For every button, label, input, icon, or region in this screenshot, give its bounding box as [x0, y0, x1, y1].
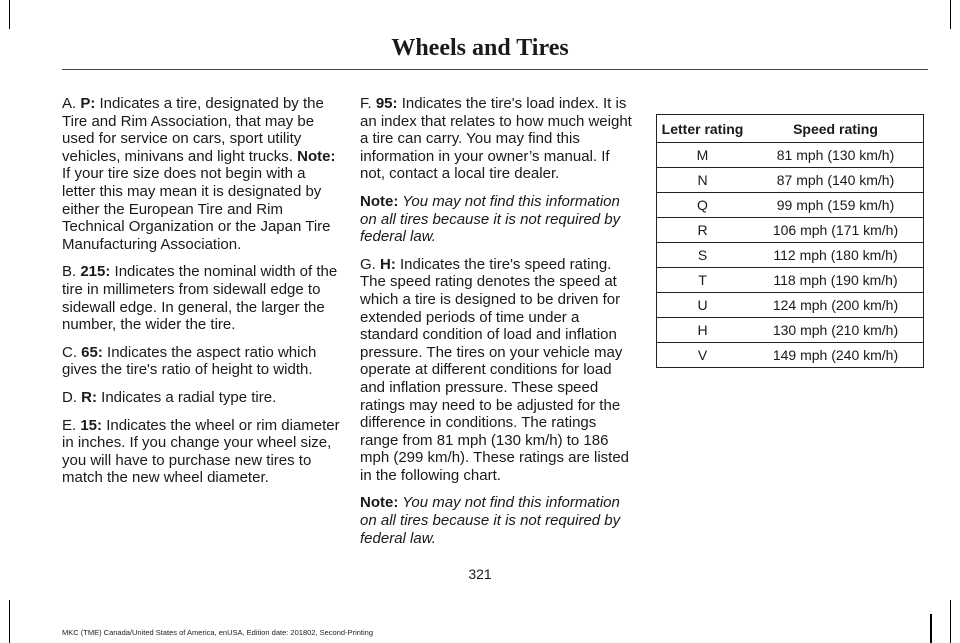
speed-cell: 87 mph (140 km/h) [748, 168, 924, 193]
item-e-prefix: E. [62, 416, 81, 434]
letter-cell: M [657, 143, 749, 168]
table-row [657, 143, 924, 168]
item-a-note-text: If your tire size does not begin with a letter this may mean it is designated by either the European Tire and Rim Technical Organization or the Japan Tire Manufacturing Association. [62, 165, 331, 253]
item-g [360, 256, 633, 485]
item-d-text: Indicates a radial type tire. [97, 388, 277, 406]
item-e-key: 15: [80, 416, 103, 434]
speed-cell: 106 mph (171 km/h) [748, 218, 924, 243]
speed-cell: 118 mph (190 km/h) [748, 268, 924, 293]
item-b-text: Indicates the nominal width of the tire in millimeters from sidewall edge to sidewall edge. In general, the larger the number, the wider the tire. [62, 263, 338, 334]
letter-cell: N [657, 168, 749, 193]
item-d-prefix: D. [62, 388, 82, 406]
letter-cell: V [657, 343, 749, 368]
item-a-note-label: Note: [297, 147, 336, 165]
crop-mark [9, 600, 10, 643]
header-divider [62, 69, 928, 70]
item-f-key: 95: [375, 95, 398, 112]
table-row [657, 168, 924, 193]
crop-mark [9, 0, 10, 29]
letter-cell: H [657, 318, 749, 343]
item-f-text: Indicates the tire's load index. It is an index that relates to how much weight a tire can carry. You may find this information in your owner’s manual. If not, contact a local tire dealer. [360, 95, 632, 183]
item-d [62, 389, 340, 407]
item-a-key: P: [80, 95, 96, 112]
speed-cell: 124 mph (200 km/h) [748, 293, 924, 318]
item-g-text: Indicates the tire's speed rating. The speed rating denotes the speed at which a tire is designed to be driven for extended periods of time under a standard condition of load and inflation pressure. The tires on your vehicle may operate at different conditions for load and inflation pressure. These speed ratings may need to be adjusted for the difference in conditions. The ratings range from 81 mph (130 km/h) to 186 mph (299 km/h). These ratings are listed in the following chart. [360, 255, 630, 484]
letter-cell: S [657, 243, 749, 268]
item-g-prefix: G. [360, 255, 381, 273]
item-b-key: 215: [80, 263, 111, 281]
note-1-text: You may not find this information on all tires because it is not required by federal law. [360, 192, 621, 246]
speed-cell: 149 mph (240 km/h) [748, 343, 924, 368]
item-c-prefix: C. [62, 343, 82, 361]
crop-mark [950, 600, 951, 643]
item-c-text: Indicates the aspect ratio which gives the tire's ratio of height to width. [62, 343, 317, 379]
item-c-key: 65: [81, 343, 103, 361]
middle-column [360, 95, 633, 557]
item-e-text: Indicates the wheel or rim diameter in inches. If you change your wheel size, you will have to purchase new tires to match the new wheel diameter. [62, 416, 340, 487]
note-2-text: You may not find this information on all tires because it is not required by federal law. [360, 494, 621, 547]
page-number: 321 [468, 566, 492, 582]
crop-mark [950, 0, 951, 29]
speed-cell: 112 mph (180 km/h) [748, 243, 924, 268]
table-row [657, 218, 924, 243]
speed-cell: 81 mph (130 km/h) [748, 143, 924, 168]
table-header-row [657, 115, 924, 143]
speed-rating-table [656, 114, 924, 368]
note-2-label: Note: [360, 494, 399, 512]
item-e [62, 417, 340, 487]
crop-mark [930, 614, 932, 643]
item-f-prefix: F. [360, 95, 376, 112]
table-header-speed: Speed rating [748, 115, 924, 143]
note-1 [360, 193, 633, 246]
item-a-text: Indicates a tire, designated by the Tire and Rim Association, that may be used for service on cars, sport utility vehicles, minivans and light trucks. [62, 95, 324, 165]
table-header-letter: Letter rating [657, 115, 749, 143]
item-b [62, 263, 340, 333]
note-1-label: Note: [360, 192, 399, 210]
table-row [657, 293, 924, 318]
letter-cell: R [657, 218, 749, 243]
table-row [657, 268, 924, 293]
page-title: Wheels and Tires [391, 35, 569, 61]
item-a [62, 95, 340, 253]
item-d-key: R: [81, 388, 97, 406]
table-row [657, 318, 924, 343]
letter-cell: Q [657, 193, 749, 218]
item-f [360, 95, 633, 183]
item-b-prefix: B. [62, 263, 81, 281]
item-c [62, 344, 340, 379]
table-row [657, 343, 924, 368]
table-row [657, 243, 924, 268]
note-2 [360, 494, 633, 547]
speed-cell: 99 mph (159 km/h) [748, 193, 924, 218]
item-g-key: H: [380, 255, 396, 273]
item-a-prefix: A. [62, 95, 81, 112]
footer-edition-text: MKC (TME) Canada/United States of America, enUSA, Edition date: 201802, Second-Printing [62, 628, 373, 637]
left-column [62, 95, 340, 497]
table-row [657, 193, 924, 218]
speed-cell: 130 mph (210 km/h) [748, 318, 924, 343]
letter-cell: T [657, 268, 749, 293]
letter-cell: U [657, 293, 749, 318]
